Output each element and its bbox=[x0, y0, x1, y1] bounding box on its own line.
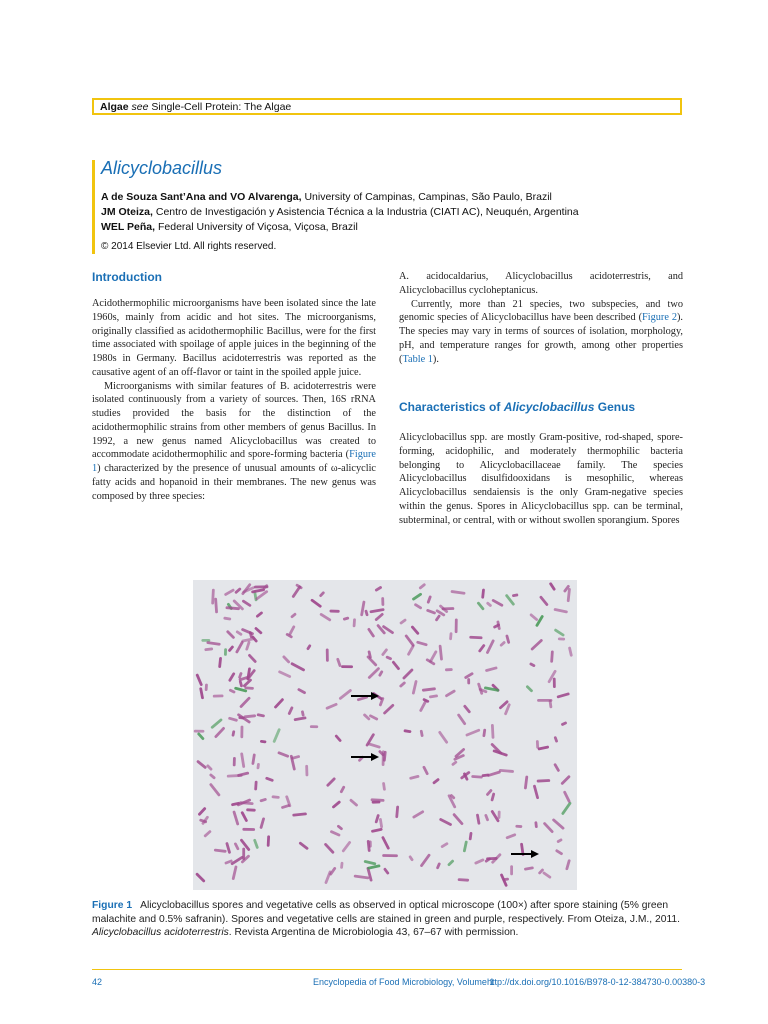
bacterial-cell bbox=[341, 665, 353, 668]
journal-title: Encyclopedia of Food Microbiology, Volume 1 bbox=[313, 977, 495, 987]
author-line-2 bbox=[101, 206, 579, 218]
cross-ref-term: Algae bbox=[100, 101, 129, 113]
author-name: WEL Peña, bbox=[101, 221, 156, 233]
bacterial-cell bbox=[224, 648, 227, 656]
micrograph-image bbox=[193, 580, 577, 890]
figure-2-link[interactable]: Figure 2 bbox=[642, 312, 677, 324]
copyright: © 2014 Elsevier Ltd. All rights reserved. bbox=[101, 241, 277, 252]
figure-caption bbox=[92, 899, 684, 940]
right-column-top bbox=[399, 270, 683, 366]
page-number: 42 bbox=[92, 977, 103, 987]
bacterial-cell bbox=[498, 811, 501, 819]
caption-text-a: Alicyclobacillus spores and vegetative cells as observed in optical microscope (100×) after spore staining (5% green malachite and 0.5% safranin). Spores and vegetative cells are stained in green and purple, respectively. From Oteiza, J.M., 2011. bbox=[92, 900, 680, 925]
introduction-heading: Introduction bbox=[92, 270, 162, 284]
figure-label: Figure 1 bbox=[92, 900, 133, 911]
author-affiliation: Federal University of Viçosa, Viçosa, Brazil bbox=[158, 221, 358, 233]
right-column-bottom bbox=[399, 431, 683, 527]
bacterial-cell bbox=[194, 730, 205, 733]
intro-p2-text-a: Microorganisms with similar features of B. acidoterrestris were isolated continuously from a variety of sources. Then, 16S rRNA studies provided the basis for the distinction of the acidothermophilic strains from other members of genus Bacillus. In 1992, a new genus named Alicyclobacillus was created to accommodate acidothermophilic and spore-forming bacteria ( bbox=[92, 380, 376, 461]
bacterial-cell bbox=[442, 607, 455, 610]
caption-species: Alicyclobacillus acidoterrestris bbox=[92, 927, 229, 938]
article-title: Alicyclobacillus bbox=[101, 158, 223, 178]
caption-text-b: . Revista Argentina de Microbiologia 43, 67–67 with permission. bbox=[228, 927, 519, 938]
bacterial-cell bbox=[205, 684, 208, 692]
table-1-link[interactable]: Table 1 bbox=[402, 353, 433, 365]
heading-text-post: Genus bbox=[594, 400, 636, 414]
left-column bbox=[92, 297, 376, 503]
bacterial-cell bbox=[382, 854, 398, 857]
species-text-a: Currently, more than 21 species, two subspecies, and two genomic species of Alicyclobacillus have been described ( bbox=[399, 298, 683, 324]
bacterial-cell bbox=[467, 678, 470, 684]
footer-rule bbox=[92, 969, 682, 970]
bacterial-cell bbox=[326, 648, 329, 661]
intro-p2-text-b: ) characterized by the presence of unusual amounts of ω-alicyclic fatty acids and hopanoid in their membranes. The new genus was composed by three species: bbox=[92, 463, 376, 502]
title-accent-bar bbox=[92, 160, 95, 254]
bacterial-cell bbox=[310, 725, 318, 728]
bacterial-cell bbox=[329, 610, 339, 613]
micrograph-figure bbox=[193, 580, 577, 890]
species-text-c: ). bbox=[432, 353, 439, 365]
author-name: A de Souza Sant’Ana and VO Alvarenga, bbox=[101, 191, 302, 203]
cross-reference-box bbox=[92, 98, 682, 115]
bacterial-cell bbox=[213, 694, 224, 697]
bacterial-cell bbox=[515, 825, 522, 828]
species-count-paragraph bbox=[399, 298, 683, 367]
bacterial-cell bbox=[240, 726, 243, 739]
bacterial-cell bbox=[455, 618, 458, 633]
species-text-b: ). The species may vary in terms of sources of isolation, morphology, pH, and temperature ranges for growth, among other properties ( bbox=[399, 312, 684, 365]
bacterial-cell bbox=[381, 597, 384, 606]
heading-text-pre: Characteristics of bbox=[399, 400, 504, 414]
bacterial-cell bbox=[445, 668, 453, 671]
bacterial-cell bbox=[242, 828, 255, 831]
characteristics-paragraph: Alicyclobacillus spp. are mostly Gram-positive, rod-shaped, spore-forming, acidophilic, and moderately thermophilic bacteria belonging to Alicyclobacillaceae family. The species Alicyclobacillus disulfidooxidans is mesophilic, whereas Alicyclobacillus sendaiensis is the only Gram-negative species within the genus. Spores in Alicyclobacillus spp. can be terminal, subterminal, or central, with or without swollen sporangium. Spores bbox=[399, 432, 683, 526]
bacterial-cell bbox=[536, 740, 539, 749]
figure-1-link[interactable]: Figure 1 bbox=[92, 449, 376, 474]
cross-ref-target[interactable]: Single-Cell Protein: The Algae bbox=[151, 101, 292, 113]
species-list-paragraph: A. acidocaldarius, Alicyclobacillus acidoterrestris, and Alicyclobacillus cycloheptanicus. bbox=[399, 271, 683, 296]
author-name: JM Oteiza, bbox=[101, 206, 153, 218]
bacterial-cell bbox=[305, 765, 308, 776]
intro-paragraph-2 bbox=[92, 380, 376, 504]
bacterial-cell bbox=[369, 840, 372, 847]
heading-text-genus: Alicyclobacillus bbox=[503, 400, 595, 414]
characteristics-heading bbox=[399, 400, 635, 414]
author-affiliation: Centro de Investigación y Asistencia Técnica a la Industria (CIATI AC), Neuquén, Argentina bbox=[155, 206, 579, 218]
author-line-1 bbox=[101, 191, 552, 203]
bacterial-cell bbox=[246, 808, 256, 811]
author-affiliation: University of Campinas, Campinas, São Paulo, Brazil bbox=[304, 191, 552, 203]
author-line-3 bbox=[101, 221, 358, 233]
bacterial-cell bbox=[510, 865, 513, 875]
doi-link[interactable]: http://dx.doi.org/10.1016/B978-0-12-384730-0.00380-3 bbox=[487, 977, 706, 987]
bacterial-cell bbox=[558, 637, 565, 640]
bacterial-cell bbox=[233, 757, 236, 766]
bacterial-cell bbox=[267, 835, 270, 846]
bacterial-cell bbox=[553, 678, 556, 688]
cross-ref-see: see bbox=[131, 101, 149, 113]
intro-paragraph-1: Acidothermophilic microorganisms have been isolated since the late 1960s, mainly from acidic and hot sites. The microorganisms, originally classified as acidothermophilic Bacillus, were for the first time associated with spoilage of apple juices in the beginning of the 1980s in Germany. Bacillus acidoterrestris was reported as the causative agent of an off-flavor or taint in the spoiled apple juice. bbox=[92, 298, 376, 378]
